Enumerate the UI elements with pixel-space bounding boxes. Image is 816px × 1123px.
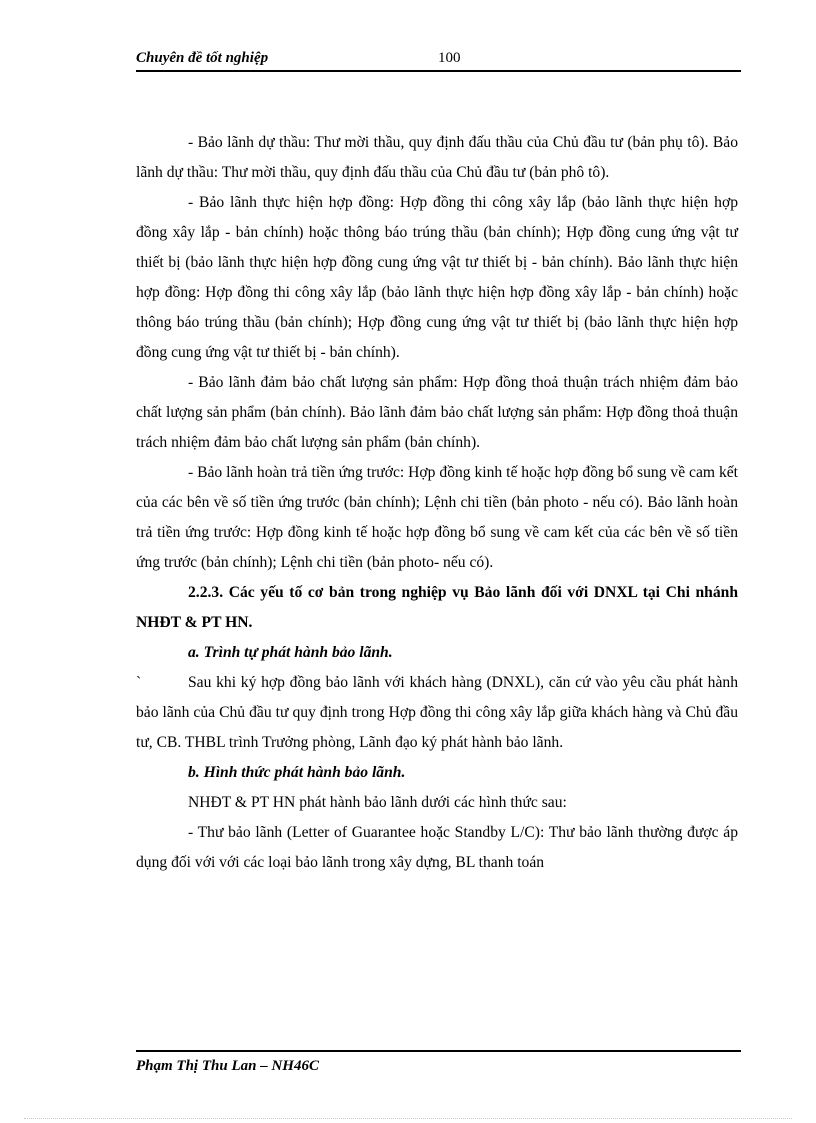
section-heading-2-2-3: 2.2.3. Các yếu tố cơ bản trong nghiệp vụ Bảo lãnh đối với DNXL tại Chi nhánh NHĐT & PT HN.: [136, 584, 738, 631]
page-header: [136, 48, 741, 72]
subheading-a: a. Trình tự phát hành bảo lãnh.: [188, 644, 393, 661]
paragraph-advance-payment-guarantee: - Bảo lãnh hoàn trả tiền ứng trước: Hợp đồng kinh tế hoặc hợp đồng bổ sung về cam kết của các bên về số tiền ứng trước (bản chính); Lệnh chi tiền (bản photo - nếu có). Bảo lãnh hoàn trả tiền ứng trước: Hợp đồng kinh tế hoặc hợp đồng bổ sung về cam kết của các bên về số tiền ứng trước (bản chính); Lệnh chi tiền (bản photo- nếu có).: [136, 464, 738, 571]
paragraph-issuance-text: Sau khi ký hợp đồng bảo lãnh với khách hàng (DNXL), căn cứ vào yêu cầu phát hành bảo lãnh của Chủ đầu tư quy định trong Hợp đồng thi công xây lắp giữa khách hàng và Chủ đầu tư, CB. THBL trình Trưởng phòng, Lãnh đạo ký phát hành bảo lãnh.: [136, 674, 738, 751]
header-title: Chuyên đề tốt nghiệp: [136, 50, 269, 66]
document-body: [136, 128, 738, 878]
footer-author: Phạm Thị Thu Lan – NH46C: [136, 1058, 319, 1074]
stray-mark: `: [136, 674, 142, 691]
paragraph-quality-guarantee: - Bảo lãnh đảm bảo chất lượng sản phẩm: Hợp đồng thoả thuận trách nhiệm đảm bảo chất lượng sản phẩm (bản chính). Bảo lãnh đảm bảo chất lượng sản phẩm: Hợp đồng thoả thuận trách nhiệm đảm bảo chất lượng sản phẩm (bản chính).: [136, 374, 738, 451]
paragraph-issuance-procedure: [136, 668, 738, 758]
paragraph-letter-of-guarantee: - Thư bảo lãnh (Letter of Guarantee hoặc Standby L/C): Thư bảo lãnh thường được áp dụng đối với với các loại bảo lãnh trong xây dựng, BL thanh toán: [136, 824, 738, 871]
page-footer: [136, 1050, 741, 1074]
paragraph-issuance-forms: NHĐT & PT HN phát hành bảo lãnh dưới các hình thức sau:: [188, 794, 567, 811]
paragraph-bid-guarantee: - Bảo lãnh dự thầu: Thư mời thầu, quy định đấu thầu của Chủ đầu tư (bản phụ tô). Bảo lãnh dự thầu: Thư mời thầu, quy định đấu thầu của Chủ đầu tư (bản phô tô).: [136, 134, 738, 181]
page-bottom-divider: [24, 1118, 792, 1119]
subheading-b: b. Hình thức phát hành bảo lãnh.: [188, 764, 406, 781]
page-number: 100: [438, 50, 461, 66]
paragraph-performance-guarantee: - Bảo lãnh thực hiện hợp đồng: Hợp đồng thi công xây lắp (bảo lãnh thực hiện hợp đồng xây lắp - bản chính) hoặc thông báo trúng thầu (bản chính); Hợp đồng cung ứng vật tư thiết bị (bảo lãnh thực hiện hợp đồng cung ứng vật tư thiết bị - bản chính). Bảo lãnh thực hiện hợp đồng: Hợp đồng thi công xây lắp (bảo lãnh thực hiện hợp đồng xây lắp - bản chính) hoặc thông báo trúng thầu (bản chính); Hợp đồng cung ứng vật tư thiết bị (bảo lãnh thực hiện hợp đồng cung ứng vật tư thiết bị - bản chính).: [136, 194, 738, 361]
